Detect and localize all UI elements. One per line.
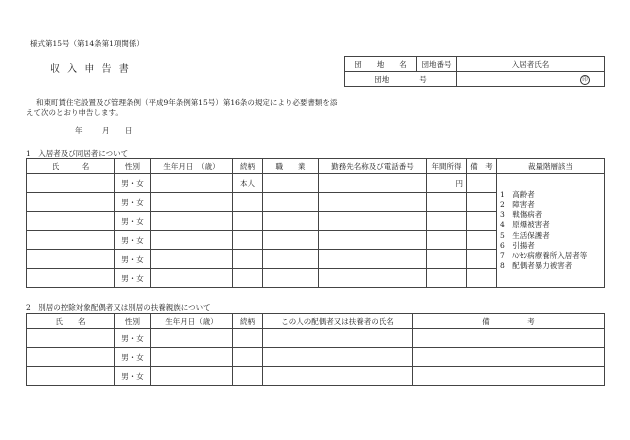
col-birthdate: 生年月日（歳）	[151, 314, 233, 329]
name-field[interactable]	[27, 212, 115, 231]
col-relation: 続柄	[233, 159, 263, 174]
birthdate-field[interactable]	[151, 348, 233, 367]
income-field[interactable]	[427, 212, 467, 231]
name-field[interactable]	[27, 193, 115, 212]
name-field[interactable]	[27, 231, 115, 250]
section2-heading: 2 別居の控除対象配偶者又は別居の扶養親族について	[26, 303, 211, 312]
birthdate-field[interactable]	[151, 367, 233, 386]
col-relation: 続柄	[233, 314, 263, 329]
remarks-field[interactable]	[467, 212, 497, 231]
resident-name-label: 入居者氏名	[457, 57, 605, 72]
remarks-field[interactable]	[413, 367, 605, 386]
relation-field[interactable]	[233, 193, 263, 212]
seal-icon: 印	[580, 75, 590, 85]
date-day: 日	[125, 126, 133, 135]
remarks-field[interactable]	[467, 231, 497, 250]
gender-select[interactable]: 男・女	[115, 329, 151, 348]
gender-select[interactable]: 男・女	[115, 269, 151, 288]
income-field[interactable]	[427, 231, 467, 250]
birthdate-field[interactable]	[151, 231, 233, 250]
name-field[interactable]	[27, 174, 115, 193]
income-field[interactable]	[427, 269, 467, 288]
remarks-field[interactable]	[467, 250, 497, 269]
category-item: 3 戦傷病者	[500, 210, 543, 220]
name-field[interactable]	[27, 367, 115, 386]
section1-heading: 1 入居者及び同居者について	[26, 149, 129, 158]
col-remarks: 備 考	[413, 314, 605, 329]
occupation-field[interactable]	[263, 250, 319, 269]
col-name: 氏 名	[27, 314, 115, 329]
page-title: 収 入 申 告 書	[50, 64, 131, 75]
col-name: 氏 名	[27, 159, 115, 174]
col-occupation: 職 業	[263, 159, 319, 174]
relation-field[interactable]	[233, 212, 263, 231]
dependents-table	[26, 313, 605, 386]
category-item: 7 ﾊﾝｾﾝ病療養所入居者等	[500, 250, 588, 260]
danchi-number-label: 団地番号	[417, 57, 457, 72]
category-item: 2 障害者	[500, 199, 535, 209]
col-category: 裁量階層該当	[497, 159, 605, 174]
relation-field[interactable]	[233, 329, 263, 348]
form-number: 様式第15号（第14条第1項関係）	[30, 39, 144, 48]
col-spouse-or-supporter: この人の配偶者又は扶養者の氏名	[263, 314, 413, 329]
resident-name-field[interactable]	[457, 72, 605, 87]
gender-select[interactable]: 男・女	[115, 212, 151, 231]
occupation-field[interactable]	[263, 269, 319, 288]
birthdate-field[interactable]	[151, 269, 233, 288]
workplace-field[interactable]	[319, 250, 427, 269]
table-row	[27, 329, 605, 348]
workplace-field[interactable]	[319, 212, 427, 231]
relation-field[interactable]	[233, 250, 263, 269]
table-row	[27, 367, 605, 386]
workplace-field[interactable]	[319, 174, 427, 193]
date-month: 月	[102, 126, 110, 135]
income-field[interactable]	[427, 250, 467, 269]
occupation-field[interactable]	[263, 174, 319, 193]
birthdate-field[interactable]	[151, 212, 233, 231]
category-item: 6 引揚者	[500, 240, 535, 250]
col-workplace: 勤務先名称及び電話番号	[319, 159, 427, 174]
resident-info-table	[344, 56, 605, 87]
col-gender: 性別	[115, 159, 151, 174]
remarks-field[interactable]	[467, 193, 497, 212]
birthdate-field[interactable]	[151, 174, 233, 193]
remarks-field[interactable]	[413, 329, 605, 348]
table-row	[27, 174, 605, 193]
relation-field[interactable]	[233, 269, 263, 288]
statement-line-1: 和東町賃住宅設置及び管理条例（平成9年条例第15号）第16条の規定により必要書類を添	[36, 98, 338, 107]
category-item: 1 高齢者	[500, 189, 535, 199]
remarks-field[interactable]	[467, 269, 497, 288]
relation-field[interactable]	[233, 231, 263, 250]
statement-line-2: えて次のとおり申告します。	[26, 108, 123, 117]
workplace-field[interactable]	[319, 193, 427, 212]
col-gender: 性別	[115, 314, 151, 329]
spouse-or-supporter-field[interactable]	[263, 367, 413, 386]
gender-select[interactable]: 男・女	[115, 231, 151, 250]
workplace-field[interactable]	[319, 269, 427, 288]
name-field[interactable]	[27, 329, 115, 348]
category-item: 8 配偶者暴力被害者	[500, 261, 573, 271]
remarks-field[interactable]	[467, 174, 497, 193]
category-list	[497, 174, 605, 288]
occupation-field[interactable]	[263, 231, 319, 250]
col-income: 年間所得	[427, 159, 467, 174]
birthdate-field[interactable]	[151, 329, 233, 348]
gender-select[interactable]: 男・女	[115, 348, 151, 367]
spouse-or-supporter-field[interactable]	[263, 348, 413, 367]
gender-select[interactable]: 男・女	[115, 367, 151, 386]
name-field[interactable]	[27, 348, 115, 367]
category-item: 5 生活保護者	[500, 230, 550, 240]
date-year: 年	[75, 126, 83, 135]
danchi-unit-label: 団地 号	[345, 72, 457, 87]
col-birthdate: 生年月日 （歳）	[151, 159, 233, 174]
remarks-field[interactable]	[413, 348, 605, 367]
danchi-name-label: 団 地 名	[345, 57, 417, 72]
category-item: 4 原爆被害者	[500, 220, 550, 230]
col-remarks: 備 考	[467, 159, 497, 174]
gender-select[interactable]: 男・女	[115, 193, 151, 212]
gender-select[interactable]: 男・女	[115, 174, 151, 193]
occupation-field[interactable]	[263, 193, 319, 212]
table-row	[27, 348, 605, 367]
birthdate-field[interactable]	[151, 250, 233, 269]
income-field[interactable]: 円	[427, 174, 467, 193]
birthdate-field[interactable]	[151, 193, 233, 212]
relation-field[interactable]	[233, 348, 263, 367]
gender-select[interactable]: 男・女	[115, 250, 151, 269]
income-field[interactable]	[427, 193, 467, 212]
name-field[interactable]	[27, 269, 115, 288]
workplace-field[interactable]	[319, 231, 427, 250]
name-field[interactable]	[27, 250, 115, 269]
occupation-field[interactable]	[263, 212, 319, 231]
relation-field[interactable]	[233, 367, 263, 386]
relation-field[interactable]: 本人	[233, 174, 263, 193]
residents-table	[26, 158, 605, 288]
spouse-or-supporter-field[interactable]	[263, 329, 413, 348]
